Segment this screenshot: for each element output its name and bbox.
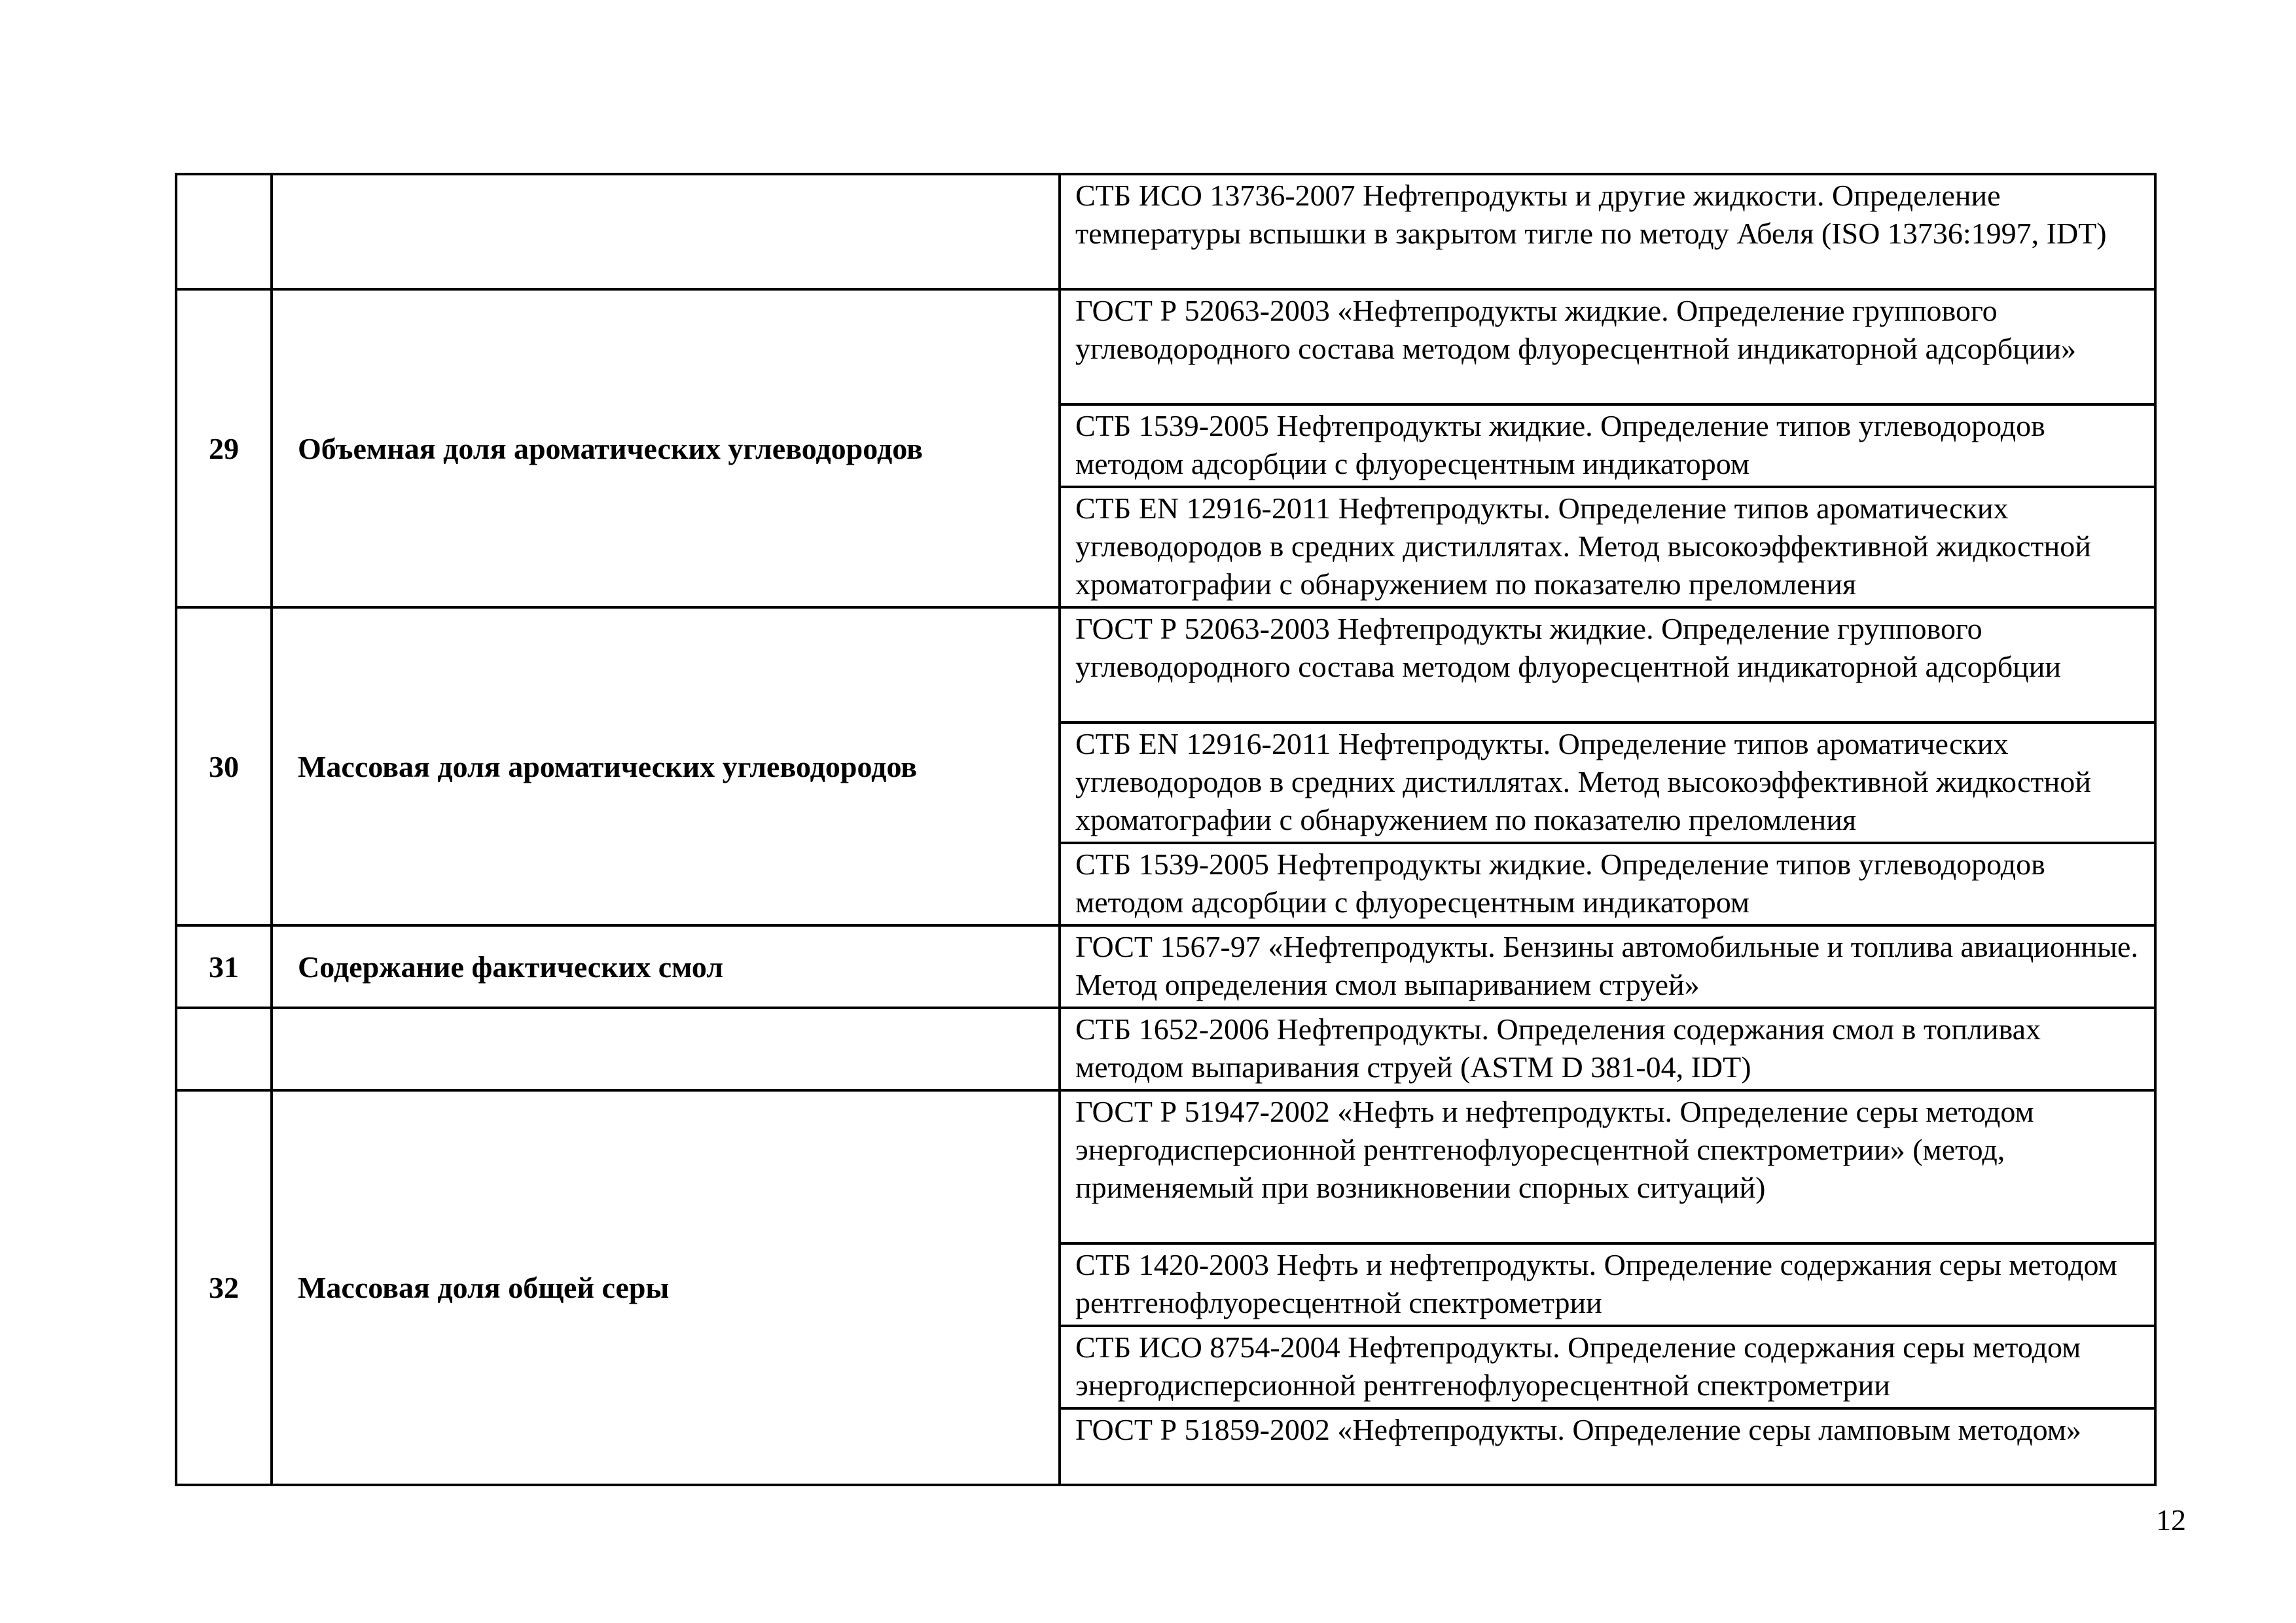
table-row xyxy=(176,174,2155,289)
indicator-name xyxy=(272,1008,1060,1090)
standard-cell: ГОСТ Р 52063-2003 Нефтепродукты жидкие. Определение группового углеводородного состава методом флуоресцентной индикаторной адсорбции xyxy=(1060,607,2155,722)
standard-cell: СТБ EN 12916-2011 Нефтепродукты. Определение типов ароматических углеводородов в средних дистиллятах. Метод высокоэффективной жидкостной хроматографии с обнаружением по показателю преломления xyxy=(1060,722,2155,843)
indicator-name: Объемная доля ароматических углеводородов xyxy=(272,289,1060,607)
standard-cell: ГОСТ Р 52063-2003 «Нефтепродукты жидкие. Определение группового углеводородного состава методом флуоресцентной индикаторной адсорбции» xyxy=(1060,289,2155,404)
standard-cell: СТБ 1539-2005 Нефтепродукты жидкие. Определение типов углеводородов методом адсорбции с флуоресцентным индикатором xyxy=(1060,843,2155,925)
indicator-name: Массовая доля общей серы xyxy=(272,1090,1060,1485)
standard-cell: СТБ ИСО 8754-2004 Нефтепродукты. Определение содержания серы методом энергодисперсионной рентгенофлуоресцентной спектрометрии xyxy=(1060,1326,2155,1408)
table-row xyxy=(176,1008,2155,1090)
standards-table xyxy=(175,173,2157,1486)
page-number: 12 xyxy=(2156,1503,2186,1537)
row-number: 32 xyxy=(176,1090,272,1485)
row-number: 29 xyxy=(176,289,272,607)
indicator-name: Содержание фактических смол xyxy=(272,925,1060,1008)
standard-cell: ГОСТ Р 51859-2002 «Нефтепродукты. Определение серы ламповым методом» xyxy=(1060,1408,2155,1485)
row-number: 31 xyxy=(176,925,272,1008)
table-row xyxy=(176,607,2155,722)
row-number: 30 xyxy=(176,607,272,925)
indicator-name xyxy=(272,174,1060,289)
table-row xyxy=(176,1090,2155,1243)
standard-cell: СТБ 1652-2006 Нефтепродукты. Определения содержания смол в топливах методом выпаривания струей (ASTM D 381-04, IDT) xyxy=(1060,1008,2155,1090)
table-row xyxy=(176,289,2155,404)
table-row xyxy=(176,925,2155,1008)
indicator-name: Массовая доля ароматических углеводородов xyxy=(272,607,1060,925)
standard-cell: СТБ 1539-2005 Нефтепродукты жидкие. Определение типов углеводородов методом адсорбции с флуоресцентным индикатором xyxy=(1060,404,2155,487)
row-number xyxy=(176,174,272,289)
standard-cell: СТБ ИСО 13736-2007 Нефтепродукты и другие жидкости. Определение температуры вспышки в закрытом тигле по методу Абеля (ISO 13736:1997, IDT) xyxy=(1060,174,2155,289)
standard-cell: СТБ EN 12916-2011 Нефтепродукты. Определение типов ароматических углеводородов в средних дистиллятах. Метод высокоэффективной жидкостной хроматографии с обнаружением по показателю преломления xyxy=(1060,487,2155,607)
standard-cell: СТБ 1420-2003 Нефть и нефтепродукты. Определение содержания серы методом рентгенофлуоресцентной спектрометрии xyxy=(1060,1243,2155,1326)
row-number xyxy=(176,1008,272,1090)
standard-cell: ГОСТ Р 51947-2002 «Нефть и нефтепродукты. Определение серы методом энергодисперсионной рентгенофлуоресцентной спектрометрии» (метод, применяемый при возникновении спорных ситуаций) xyxy=(1060,1090,2155,1243)
standard-cell: ГОСТ 1567-97 «Нефтепродукты. Бензины автомобильные и топлива авиационные. Метод определения смол выпариванием струей» xyxy=(1060,925,2155,1008)
